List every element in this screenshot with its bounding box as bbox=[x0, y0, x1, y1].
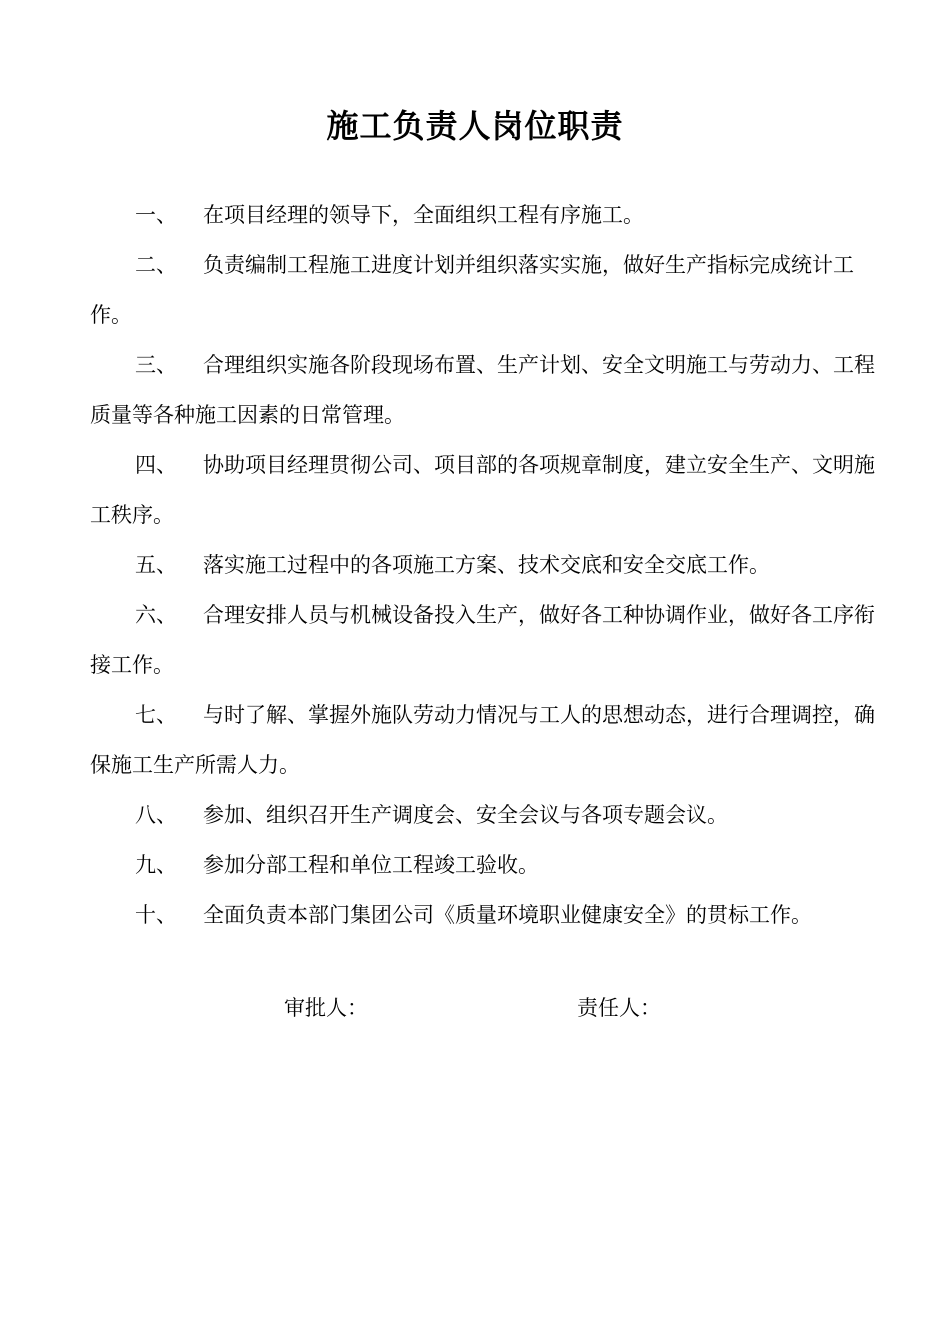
clause-text: 参加分部工程和单位工程竣工验收。 bbox=[203, 853, 539, 877]
clause-item bbox=[90, 690, 880, 790]
clause-number: 二、 bbox=[135, 253, 177, 277]
clause-text: 与时了解、掌握外施队劳动力情况与工人的思想动态，进行合理调控，确保施工生产所需人力。 bbox=[90, 703, 875, 777]
clause-item bbox=[90, 840, 880, 890]
clause-list bbox=[90, 190, 880, 940]
clause-item bbox=[90, 240, 880, 340]
clause-text: 协助项目经理贯彻公司、项目部的各项规章制度，建立安全生产、文明施工秩序。 bbox=[90, 453, 875, 527]
clause-number: 十、 bbox=[135, 903, 177, 927]
signature-row bbox=[0, 988, 950, 1028]
clause-text: 合理组织实施各阶段现场布置、生产计划、安全文明施工与劳动力、工程质量等各种施工因素的日常管理。 bbox=[90, 353, 875, 427]
approver-label: 审批人： bbox=[284, 996, 368, 1020]
clause-item bbox=[90, 540, 880, 590]
clause-text: 在项目经理的领导下，全面组织工程有序施工。 bbox=[203, 203, 644, 227]
clause-item bbox=[90, 190, 880, 240]
clause-number: 一、 bbox=[135, 203, 177, 227]
clause-text: 负责编制工程施工进度计划并组织落实实施，做好生产指标完成统计工作。 bbox=[90, 253, 854, 327]
clause-item bbox=[90, 340, 880, 440]
responsible-person-label: 责任人： bbox=[577, 996, 661, 1020]
clause-item bbox=[90, 790, 880, 840]
clause-text: 全面负责本部门集团公司《质量环境职业健康安全》的贯标工作。 bbox=[203, 903, 812, 927]
clause-number: 七、 bbox=[135, 703, 177, 727]
clause-text: 参加、组织召开生产调度会、安全会议与各项专题会议。 bbox=[203, 803, 728, 827]
clause-number: 三、 bbox=[135, 353, 177, 377]
clause-item bbox=[90, 440, 880, 540]
clause-number: 四、 bbox=[135, 453, 177, 477]
clause-number: 八、 bbox=[135, 803, 177, 827]
clause-item bbox=[90, 590, 880, 690]
clause-item bbox=[90, 890, 880, 940]
clause-text: 落实施工过程中的各项施工方案、技术交底和安全交底工作。 bbox=[203, 553, 770, 577]
clause-number: 五、 bbox=[135, 553, 177, 577]
clause-number: 六、 bbox=[135, 603, 177, 627]
clause-text: 合理安排人员与机械设备投入生产，做好各工种协调作业，做好各工序衔接工作。 bbox=[90, 603, 875, 677]
page-title: 施工负责人岗位职责 bbox=[326, 107, 624, 145]
clause-number: 九、 bbox=[135, 853, 177, 877]
